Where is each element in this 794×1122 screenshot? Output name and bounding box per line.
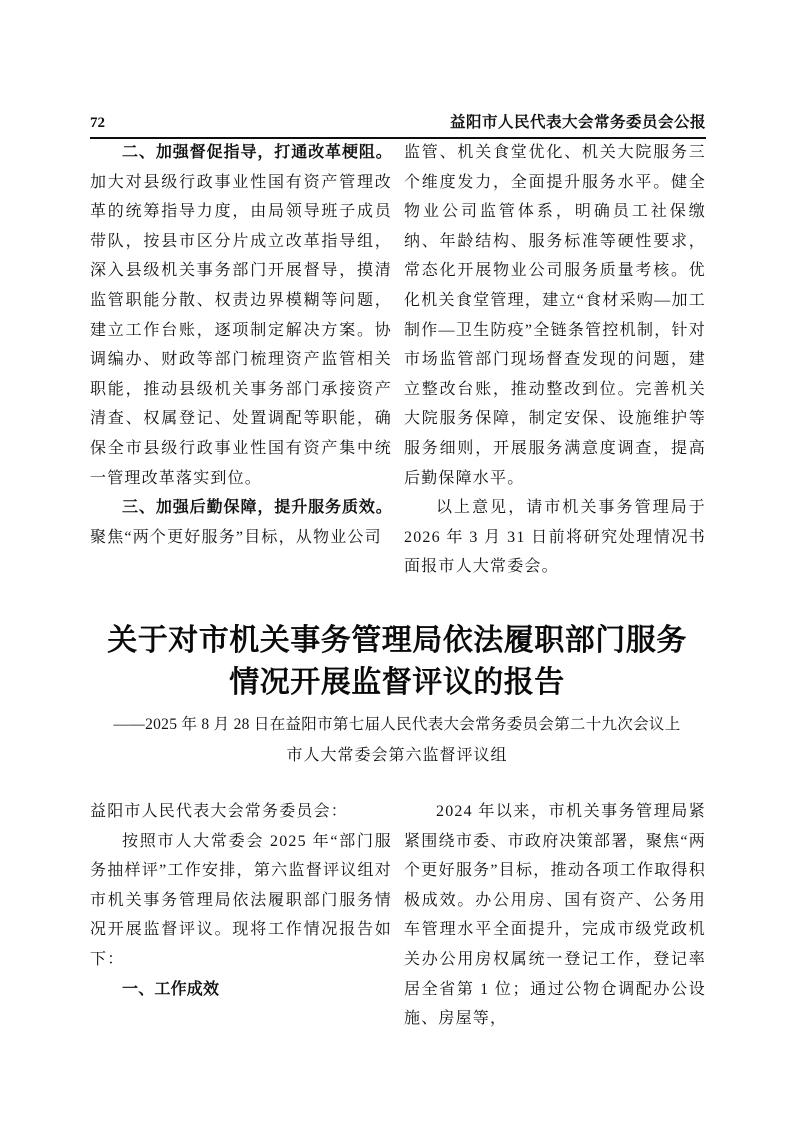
report1-part2-paragraph xyxy=(90,138,392,493)
article-title-line1: 关于对市机关事务管理局依法履职部门服务 xyxy=(107,624,687,657)
article-attribution: 市人大常委会第六监督评议组 xyxy=(286,747,508,764)
report1-part3-heading: 三、加强后勤保障，提升服务质效。 xyxy=(122,499,392,517)
report2-salutation: 益阳市人民代表大会常务委员会： xyxy=(90,803,349,820)
report1-part3-body-right: 监管、机关食堂优化、机关大院服务三个维度发力，全面提升服务水平。健全物业公司监管体系，明确员工社保缴纳、年龄结构、服务标准等硬性要求，常态化开展物业公司服务质量考核。优化机关食堂管理，建立“食材采购—加工制作—卫生防疫”全链条管控机制，针对市场监管部门现场督查发现的问题，建立整改台账，推动整改到位。完善机关大院服务保障，制定安保、设施维护等服务细则，开展服务满意度调查，提高后勤保障水平。 xyxy=(404,144,706,487)
report1-part2-body: 加大对县级行政事业性国有资产管理改革的统筹指导力度，由局领导班子成员带队，按县市区分片成立改革指导组，深入县级机关事务部门开展督导，摸清监管职能分散、权责边界模糊等问题，建立工作台账，逐项制定解决方案。协调编办、财政等部门梳理资产监管相关职能，推动县级机关事务部门承接资产清查、权属登记、处置调配等职能，确保全市县级行政事业性国有资产集中统一管理改革落实到位。 xyxy=(90,173,392,487)
report2-section1-heading: 一、工作成效 xyxy=(122,980,220,998)
running-head xyxy=(90,110,706,139)
article-title xyxy=(44,620,750,704)
report1-left-column xyxy=(90,138,392,552)
report1-closing-paragraph: 以上意见，请市机关事务管理局于 2026 年 3 月 31 日前将研究处理情况书面报市人大常委会。 xyxy=(404,499,706,576)
report1-part3-paragraph xyxy=(90,493,392,552)
report1-right-column xyxy=(404,138,706,582)
report1-part2-heading: 二、加强督促指导，打通改革梗阻。 xyxy=(122,144,392,161)
article-title-line2: 情况开展监督评议的报告 xyxy=(229,666,565,699)
report2-right-column xyxy=(404,797,706,1034)
page-number: 72 xyxy=(90,115,105,131)
article-subtitle: ——2025 年 8 月 28 日在益阳市第七届人民代表大会常务委员会第二十九次会议上 xyxy=(113,716,681,733)
report2-intro-paragraph: 按照市人大常委会 2025 年“部门服务抽样评”工作安排，第六监督评议组对市机关事务管理局依法履职部门服务情况开展监督评议。现将工作情况报告如下： xyxy=(90,832,392,968)
publication-title: 益阳市人民代表大会常务委员会公报 xyxy=(449,114,706,131)
article-heading-block xyxy=(44,620,750,766)
report1-part3-body-left: 聚焦“两个更好服务”目标，从物业公司 xyxy=(90,528,382,546)
report2-left-column xyxy=(90,797,392,1004)
report2-achievements-paragraph: 2024 年以来，市机关事务管理局紧紧围绕市委、市政府决策部署，聚焦“两个更好服务”目标，推动各项工作取得积极成效。办公用房、国有资产、公务用车管理水平全面提升，完成市级党政机关办公用房权属统一登记工作，登记率居全省第 1 位；通过公物仓调配办公设施、房屋等， xyxy=(404,803,706,1028)
